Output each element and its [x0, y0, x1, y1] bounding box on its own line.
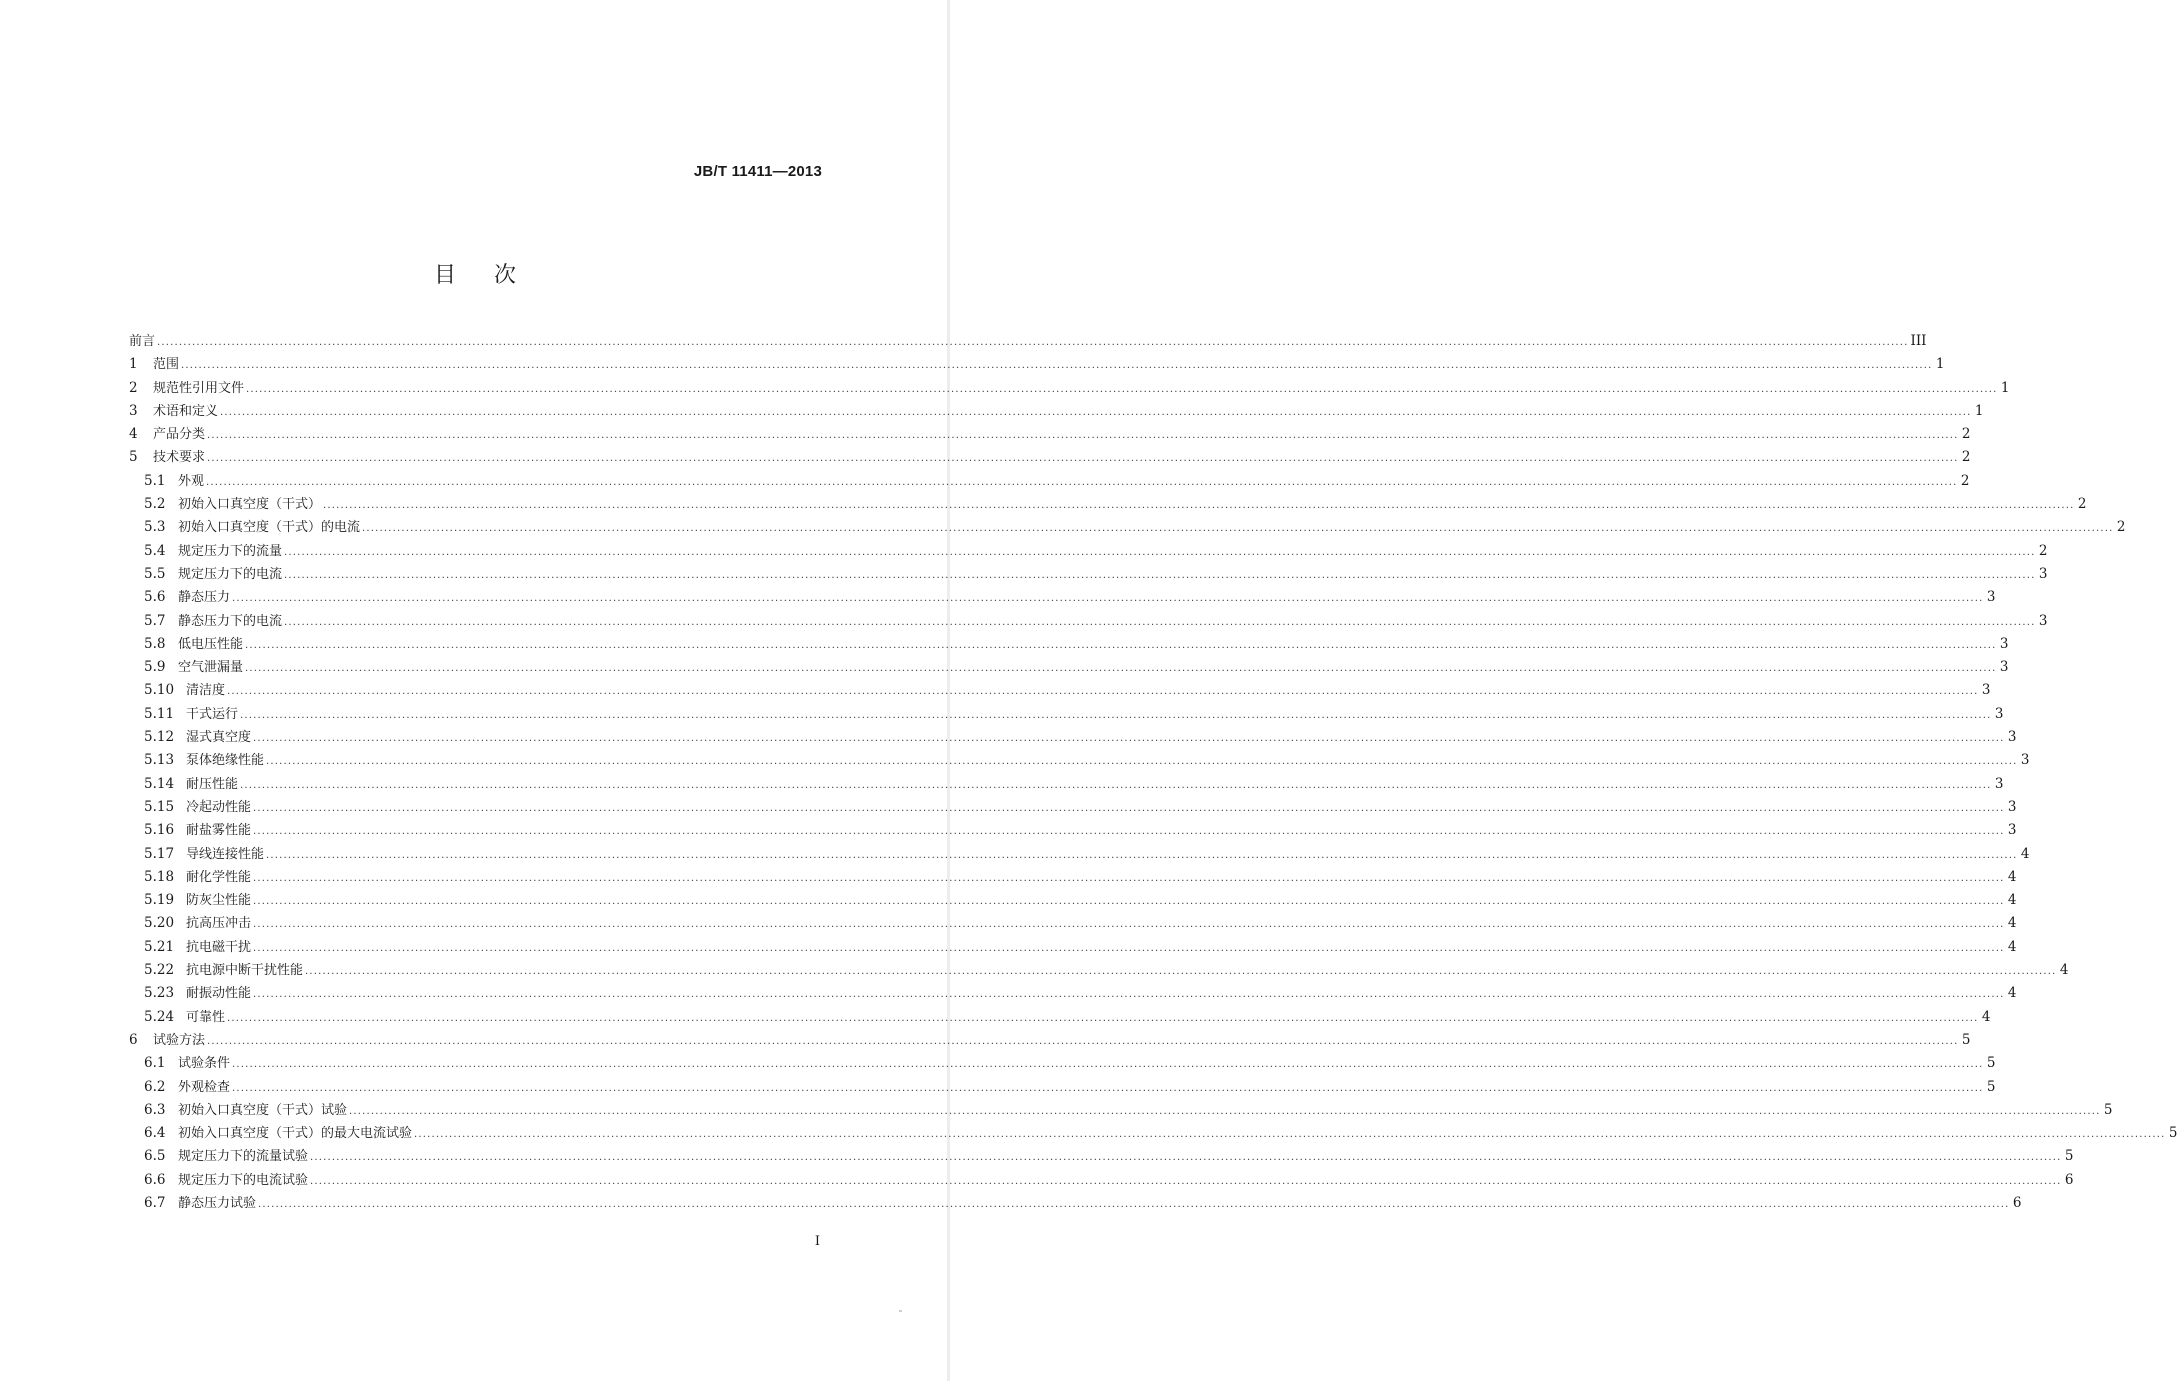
toc-entry-number: 6	[129, 1031, 138, 1048]
toc-entry-number: 5.3	[144, 519, 166, 536]
toc-entry-number: 6.7	[144, 1194, 166, 1211]
toc-entry-page: 3	[2038, 612, 2048, 629]
toc-dot-leader: ................................................................................................................................................................................................................................................................................................................................................................................................................	[245, 639, 1997, 651]
table-of-contents	[129, 330, 2178, 1215]
toc-entry-label: 耐盐雾性能	[186, 823, 252, 839]
toc-entry-label: 规定压力下的流量	[178, 543, 283, 559]
toc-entry-label: 耐化学性能	[186, 869, 252, 885]
toc-entry-page: 1	[1935, 356, 1945, 373]
toc-entry-label: 试验条件	[178, 1056, 231, 1072]
toc-entry[interactable]	[129, 819, 2017, 842]
toc-entry-label: 泵体绝缘性能	[186, 753, 265, 769]
toc-entry-label: 外观检查	[178, 1079, 231, 1095]
toc-entry-label: 耐振动性能	[186, 986, 252, 1002]
toc-entry-page: 3	[2007, 822, 2017, 839]
toc-entry-page: 3	[1981, 682, 1991, 699]
toc-entry[interactable]	[129, 377, 2010, 400]
toc-dot-leader: ................................................................................................................................................................................................................................................................................................................................................................................................................	[284, 616, 2036, 628]
toc-entry-page: 3	[2038, 565, 2048, 582]
toc-entry-number: 5.2	[144, 496, 166, 513]
toc-entry[interactable]	[129, 563, 2048, 586]
toc-entry-page: 1	[1974, 402, 1984, 419]
toc-entry-page: 4	[2007, 892, 2017, 909]
toc-entry[interactable]	[129, 1006, 1991, 1029]
toc-entry-page: 3	[1994, 705, 2004, 722]
toc-entry-number: 5.10	[144, 682, 175, 699]
toc-entry-page: 6	[2064, 1171, 2074, 1188]
toc-dot-leader: ................................................................................................................................................................................................................................................................................................................................................................................................................	[253, 802, 2005, 814]
toc-entry-label: 规定压力下的电流	[178, 566, 283, 582]
toc-dot-leader: ................................................................................................................................................................................................................................................................................................................................................................................................................	[207, 1035, 1959, 1047]
toc-entry[interactable]	[129, 493, 2087, 516]
toc-entry-label: 范围	[153, 357, 180, 373]
toc-entry-label: 导线连接性能	[186, 846, 265, 862]
toc-entry-page: 4	[2007, 985, 2017, 1002]
toc-dot-leader: ................................................................................................................................................................................................................................................................................................................................................................................................................	[253, 733, 2005, 745]
toc-entry-page: 4	[2007, 938, 2017, 955]
document-code: JB/T 11411—2013	[693, 163, 822, 180]
toc-entry-page: 2	[1960, 472, 1970, 489]
toc-entry[interactable]	[129, 353, 1945, 376]
toc-entry-number: 5.14	[144, 775, 175, 792]
toc-entry-page: 2	[2116, 519, 2126, 536]
toc-entry-label: 规定压力下的流量试验	[178, 1149, 309, 1165]
toc-entry-number: 5.13	[144, 752, 175, 769]
toc-entry-page: 5	[2064, 1148, 2074, 1165]
toc-dot-leader: ................................................................................................................................................................................................................................................................................................................................................................................................................	[253, 919, 2005, 931]
toc-entry-number: 5.5	[144, 565, 166, 582]
toc-dot-leader: ................................................................................................................................................................................................................................................................................................................................................................................................................	[245, 663, 1997, 675]
toc-entry[interactable]	[129, 959, 2069, 982]
toc-entry-label: 防灰尘性能	[186, 893, 252, 909]
toc-entry[interactable]	[129, 1192, 2022, 1215]
toc-entry[interactable]	[129, 610, 2048, 633]
toc-dot-leader: ................................................................................................................................................................................................................................................................................................................................................................................................................	[253, 989, 2005, 1001]
toc-dot-leader: ................................................................................................................................................................................................................................................................................................................................................................................................................	[310, 1175, 2062, 1187]
toc-dot-leader: ................................................................................................................................................................................................................................................................................................................................................................................................................	[284, 546, 2036, 558]
toc-entry[interactable]	[129, 656, 2009, 679]
toc-entry-page: 4	[2007, 915, 2017, 932]
toc-entry-page: 5	[2103, 1101, 2113, 1118]
toc-entry-page: III	[1910, 333, 1927, 349]
toc-entry-number: 2	[129, 379, 138, 396]
toc-entry[interactable]	[129, 726, 2017, 749]
toc-entry[interactable]	[129, 1029, 1971, 1052]
toc-entry-number: 6.6	[144, 1171, 166, 1188]
toc-dot-leader: ................................................................................................................................................................................................................................................................................................................................................................................................................	[253, 896, 2005, 908]
toc-entry-number: 5.1	[144, 472, 166, 489]
toc-dot-leader: ................................................................................................................................................................................................................................................................................................................................................................................................................	[253, 826, 2005, 838]
toc-entry-label: 术语和定义	[153, 403, 219, 419]
toc-entry-number: 5.9	[144, 659, 166, 676]
toc-entry-label: 清洁度	[186, 683, 226, 699]
toc-entry[interactable]	[129, 703, 2004, 726]
toc-entry-page: 3	[2020, 752, 2030, 769]
toc-entry-page: 2	[1961, 426, 1971, 443]
toc-dot-leader: ................................................................................................................................................................................................................................................................................................................................................................................................................	[266, 849, 2018, 861]
toc-entry-page: 3	[1999, 635, 2009, 652]
toc-entry-label: 抗高压冲击	[186, 916, 252, 932]
toc-entry-number: 5.6	[144, 589, 166, 606]
toc-entry[interactable]	[129, 773, 2004, 796]
toc-entry-page: 4	[2059, 962, 2069, 979]
toc-entry-number: 3	[129, 402, 138, 419]
toc-entry-page: 5	[1986, 1078, 1996, 1095]
toc-entry[interactable]	[129, 1169, 2074, 1192]
toc-entry-number: 5.23	[144, 985, 175, 1002]
toc-entry[interactable]	[129, 330, 1927, 353]
toc-entry-number: 5.20	[144, 915, 175, 932]
toc-title: 目次	[433, 263, 554, 288]
toc-entry[interactable]	[129, 423, 1971, 446]
toc-entry[interactable]	[129, 749, 2030, 772]
toc-entry[interactable]	[129, 866, 2017, 889]
toc-entry-label: 试验方法	[153, 1032, 206, 1048]
toc-entry-number: 5.22	[144, 962, 175, 979]
toc-entry-label: 技术要求	[153, 450, 206, 466]
toc-entry-number: 5.24	[144, 1008, 175, 1025]
toc-entry-page: 4	[2007, 868, 2017, 885]
toc-entry[interactable]	[129, 1052, 1996, 1075]
toc-entry[interactable]	[129, 400, 1984, 423]
toc-dot-leader: ................................................................................................................................................................................................................................................................................................................................................................................................................	[253, 872, 2005, 884]
toc-entry-page: 2	[1961, 449, 1971, 466]
toc-entry-label: 初始入口真空度（干式）的电流	[178, 520, 361, 536]
toc-entry-label: 抗电源中断干扰性能	[186, 963, 304, 979]
toc-entry-page: 3	[1999, 659, 2009, 676]
toc-entry-page: 3	[1994, 775, 2004, 792]
toc-dot-leader: ................................................................................................................................................................................................................................................................................................................................................................................................................	[266, 756, 2018, 768]
toc-dot-leader: ................................................................................................................................................................................................................................................................................................................................................................................................................	[349, 1105, 2101, 1117]
toc-dot-leader: ................................................................................................................................................................................................................................................................................................................................................................................................................	[362, 523, 2114, 535]
toc-entry[interactable]	[129, 936, 2017, 959]
toc-entry-label: 初始入口真空度（干式）	[178, 497, 322, 513]
toc-dot-leader: ................................................................................................................................................................................................................................................................................................................................................................................................................	[240, 779, 1992, 791]
toc-dot-leader: ................................................................................................................................................................................................................................................................................................................................................................................................................	[305, 966, 2057, 978]
toc-entry[interactable]	[129, 1145, 2074, 1168]
toc-entry[interactable]	[129, 516, 2126, 539]
toc-entry[interactable]	[129, 633, 2009, 656]
toc-entry[interactable]	[129, 446, 1971, 469]
toc-dot-leader: ................................................................................................................................................................................................................................................................................................................................................................................................................	[232, 1059, 1984, 1071]
toc-dot-leader: ................................................................................................................................................................................................................................................................................................................................................................................................................	[253, 942, 2005, 954]
scan-artifact	[899, 1310, 902, 1312]
toc-entry-label: 静态压力下的电流	[178, 613, 283, 629]
page-number: I	[814, 1234, 820, 1249]
toc-dot-leader: ................................................................................................................................................................................................................................................................................................................................................................................................................	[246, 383, 1998, 395]
toc-dot-leader: ................................................................................................................................................................................................................................................................................................................................................................................................................	[240, 709, 1992, 721]
toc-entry-number: 5.8	[144, 635, 166, 652]
toc-entry-number: 5.11	[144, 705, 175, 722]
toc-entry-number: 6.5	[144, 1148, 166, 1165]
toc-dot-leader: ................................................................................................................................................................................................................................................................................................................................................................................................................	[207, 430, 1959, 442]
toc-entry-label: 前言	[129, 334, 156, 349]
toc-entry-number: 6.4	[144, 1125, 166, 1142]
toc-entry-page: 2	[2038, 542, 2048, 559]
toc-entry-label: 耐压性能	[186, 776, 239, 792]
toc-entry-number: 5	[129, 449, 138, 466]
toc-entry-number: 5.15	[144, 798, 175, 815]
toc-entry-page: 3	[2007, 729, 2017, 746]
toc-dot-leader: ................................................................................................................................................................................................................................................................................................................................................................................................................	[207, 453, 1959, 465]
toc-dot-leader: ................................................................................................................................................................................................................................................................................................................................................................................................................	[414, 1129, 2166, 1141]
toc-entry-number: 5.16	[144, 822, 175, 839]
toc-entry-number: 6.1	[144, 1055, 166, 1072]
toc-entry-number: 5.18	[144, 868, 175, 885]
toc-entry-number: 5.21	[144, 938, 175, 955]
toc-entry-label: 可靠性	[186, 1009, 226, 1025]
toc-dot-leader: ................................................................................................................................................................................................................................................................................................................................................................................................................	[258, 1198, 2010, 1210]
toc-entry[interactable]	[129, 540, 2048, 563]
toc-dot-leader: ................................................................................................................................................................................................................................................................................................................................................................................................................	[181, 360, 1933, 372]
toc-dot-leader: ................................................................................................................................................................................................................................................................................................................................................................................................................	[284, 569, 2036, 581]
toc-entry-page: 2	[2077, 496, 2087, 513]
toc-entry[interactable]	[129, 1099, 2113, 1122]
toc-entry-label: 抗电磁干扰	[186, 939, 252, 955]
toc-dot-leader: ................................................................................................................................................................................................................................................................................................................................................................................................................	[232, 1082, 1984, 1094]
toc-entry-page: 1	[2000, 379, 2010, 396]
toc-entry-label: 静态压力	[178, 590, 231, 606]
toc-dot-leader: ................................................................................................................................................................................................................................................................................................................................................................................................................	[232, 593, 1984, 605]
toc-entry-label: 初始入口真空度（干式）的最大电流试验	[178, 1126, 413, 1142]
toc-entry-page: 3	[1986, 589, 1996, 606]
toc-entry-number: 4	[129, 426, 138, 443]
toc-entry[interactable]	[129, 1076, 1996, 1099]
toc-entry-number: 5.12	[144, 729, 175, 746]
toc-entry-page: 5	[1986, 1055, 1996, 1072]
toc-entry-page: 6	[2012, 1194, 2022, 1211]
toc-entry-number: 5.7	[144, 612, 166, 629]
toc-entry-label: 产品分类	[153, 427, 206, 443]
toc-dot-leader: ................................................................................................................................................................................................................................................................................................................................................................................................................	[323, 500, 2075, 512]
toc-entry-number: 5.19	[144, 892, 175, 909]
toc-dot-leader: ................................................................................................................................................................................................................................................................................................................................................................................................................	[220, 406, 1972, 418]
toc-entry-number: 5.4	[144, 542, 166, 559]
toc-entry-label: 外观	[178, 473, 205, 489]
toc-entry-label: 冷起动性能	[186, 799, 252, 815]
toc-entry[interactable]	[129, 889, 2017, 912]
toc-entry-label: 干式运行	[186, 706, 239, 722]
toc-entry-number: 6.3	[144, 1101, 166, 1118]
toc-entry-label: 低电压性能	[178, 636, 244, 652]
toc-dot-leader: ................................................................................................................................................................................................................................................................................................................................................................................................................	[157, 337, 1909, 348]
toc-entry-label: 静态压力试验	[178, 1195, 257, 1211]
toc-entry[interactable]	[129, 1122, 2178, 1145]
toc-dot-leader: ................................................................................................................................................................................................................................................................................................................................................................................................................	[206, 476, 1958, 488]
toc-entry-page: 4	[2020, 845, 2030, 862]
toc-entry[interactable]	[129, 982, 2017, 1005]
toc-dot-leader: ................................................................................................................................................................................................................................................................................................................................................................................................................	[227, 1012, 1979, 1024]
toc-entry-page: 3	[2007, 798, 2017, 815]
toc-entry-page: 4	[1981, 1008, 1991, 1025]
toc-entry-number: 5.17	[144, 845, 175, 862]
toc-entry-page: 5	[1961, 1031, 1971, 1048]
toc-entry-label: 规范性引用文件	[153, 380, 245, 396]
toc-entry[interactable]	[129, 796, 2017, 819]
toc-entry-page: 5	[2168, 1125, 2178, 1142]
toc-entry[interactable]	[129, 843, 2030, 866]
toc-entry-label: 初始入口真空度（干式）试验	[178, 1102, 348, 1118]
toc-entry-number: 1	[129, 356, 138, 373]
toc-entry[interactable]	[129, 470, 1970, 493]
toc-entry-label: 空气泄漏量	[178, 660, 244, 676]
toc-dot-leader: ................................................................................................................................................................................................................................................................................................................................................................................................................	[310, 1152, 2062, 1164]
toc-entry[interactable]	[129, 679, 1991, 702]
toc-entry[interactable]	[129, 586, 1996, 609]
toc-entry-label: 湿式真空度	[186, 730, 252, 746]
toc-entry-number: 6.2	[144, 1078, 166, 1095]
toc-entry-label: 规定压力下的电流试验	[178, 1172, 309, 1188]
toc-entry[interactable]	[129, 912, 2017, 935]
toc-dot-leader: ................................................................................................................................................................................................................................................................................................................................................................................................................	[227, 686, 1979, 698]
